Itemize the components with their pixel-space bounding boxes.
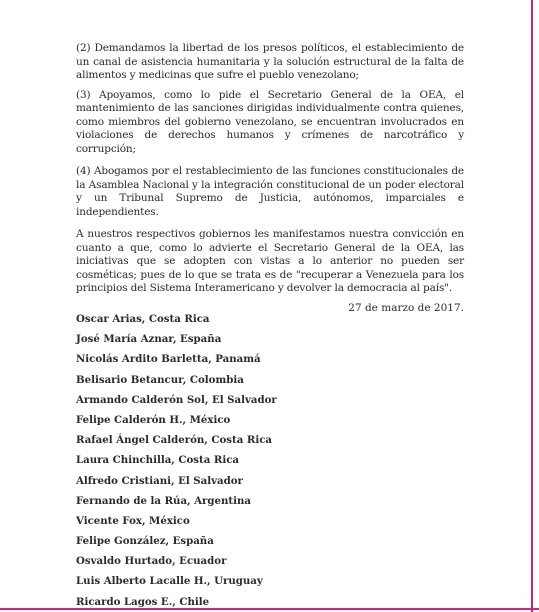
signatory: Nicolás Ardito Barletta, Panamá (76, 353, 261, 366)
closing-paragraph: A nuestros respectivos gobiernos les manifestamos nuestra convicción en cuanto a que, como lo advierte el Secretario General de la OEA, las iniciativas que se adopten con vistas a lo anterior no pueden ser cosméticas; pues de lo que se trata es de "recuperar a Venezuela para los principios del Sistema Interamericano y devolver la democracia al país". (76, 228, 464, 294)
signatory: Felipe Calderón H., México (76, 413, 231, 426)
declaration-body (76, 42, 464, 315)
paragraph-2: (2) Demandamos la libertad de los presos políticos, el establecimiento de un canal de asistencia humanitaria y la solución estructural de la falta de alimentos y medicinas que sufre el pueblo venezolano; (76, 42, 464, 81)
signatory: Vicente Fox, México (76, 514, 190, 527)
signatory: Ricardo Lagos E., Chile (76, 595, 210, 608)
signatory: Belisario Betancur, Colombia (76, 373, 244, 386)
paragraph-4: (4) Abogamos por el restablecimiento de las funciones constitucionales de la Asamblea Nacional y la integración constitucional de un poder electoral y un Tribunal Supremo de Justicia, autónomos, imparciales e independientes. (76, 165, 464, 218)
signatory: José María Aznar, España (76, 333, 222, 346)
paragraph-3: (3) Apoyamos, como lo pide el Secretario General de la OEA, el mantenimiento de las sanciones dirigidas individualmente contra quienes, como miembros del gobierno venezolano, se encuentran involucrados en violaciones de derechos humanos y crímenes de narcotráfico y corrupción; (76, 88, 464, 155)
document-date: 27 de marzo de 2017. (348, 301, 464, 314)
signatory: Armando Calderón Sol, El Salvador (76, 393, 277, 406)
page-border-bottom (0, 608, 539, 610)
signatory: Osvaldo Hurtado, Ecuador (76, 555, 227, 568)
signatory: Oscar Arias, Costa Rica (76, 313, 210, 325)
page-border-right (531, 0, 533, 612)
signatory-list (76, 309, 456, 612)
signatory: Alfredo Cristiani, El Salvador (76, 474, 243, 487)
signatory: Luis Alberto Lacalle H., Uruguay (76, 575, 263, 588)
signatory: Laura Chinchilla, Costa Rica (76, 454, 240, 467)
signatory: Fernando de la Rúa, Argentina (76, 494, 252, 507)
signatory: Felipe González, España (76, 535, 214, 548)
signatory: Rafael Ángel Calderón, Costa Rica (76, 434, 272, 447)
